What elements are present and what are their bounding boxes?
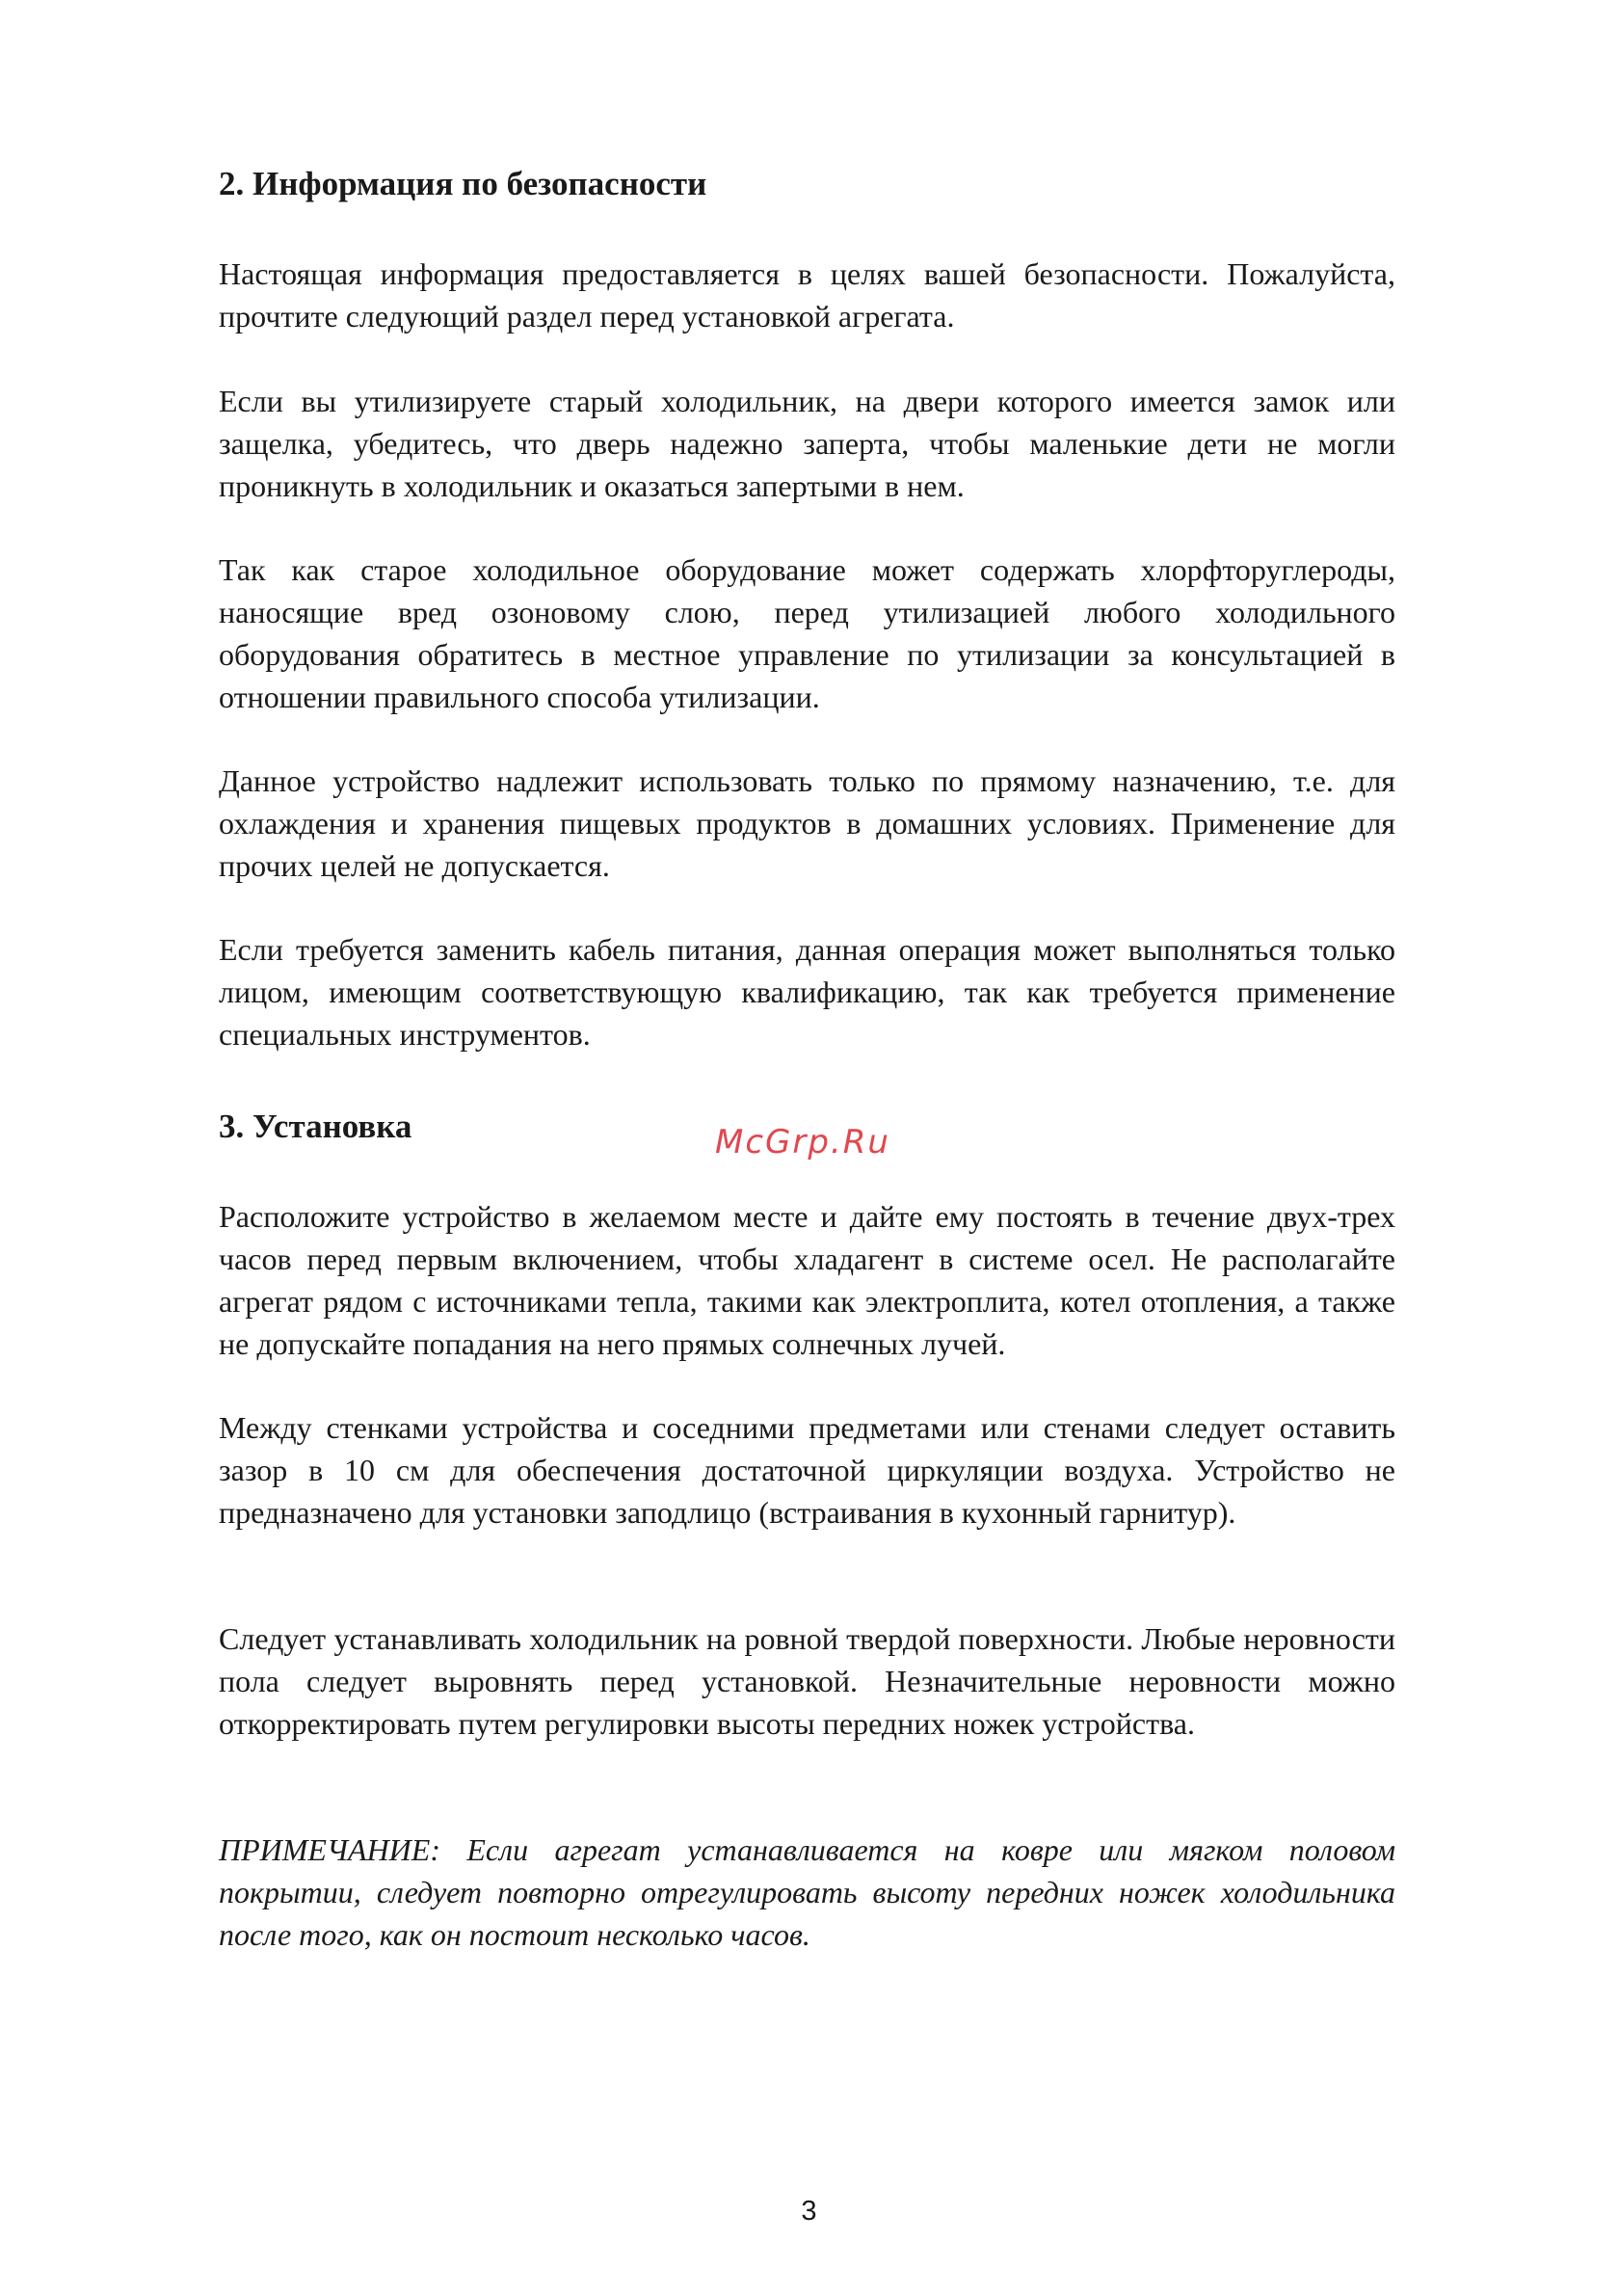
section-3-paragraph-1: Расположите устройство в желаемом месте и дайте ему постоять в течение двух-трех часов перед первым включением, чтобы хладагент в системе осел. Не располагайте агрегат рядом с источниками тепла, такими как электроплита, котел отопления, а также не допускайте попадания на него прямых солнечных лучей.	[219, 1199, 1395, 1361]
section-3-paragraph-2: Между стенками устройства и соседними предметами или стенами следует оставить зазор в 10 см для обеспечения достаточной циркуляции воздуха. Устройство не предназначено для установки заподлицо (встраивания в кухонный гарнитур).	[219, 1410, 1395, 1530]
section-2-paragraph-1: Настоящая информация предоставляется в целях вашей безопасности. Пожалуйста, прочтите следующий раздел перед установкой агрегата.	[219, 256, 1395, 334]
page-number: 3	[801, 2196, 817, 2227]
section-2-paragraph-2: Если вы утилизируете старый холодильник, на двери которого имеется замок или защелка, убедитесь, что дверь надежно заперта, чтобы маленькие дети не могли проникнуть в холодильник и оказаться запертыми в нем.	[219, 384, 1395, 503]
section-3-paragraph-3: Следует устанавливать холодильник на ровной твердой поверхности. Любые неровности пола следует выровнять перед установкой. Незначительные неровности можно откорректировать путем регулировки высоты передних ножек устройства.	[219, 1621, 1395, 1741]
section-2-heading: 2. Информация по безопасности	[219, 165, 707, 202]
section-3-heading: 3. Установка	[219, 1108, 412, 1145]
section-2-paragraph-4: Данное устройство надлежит использовать только по прямому назначению, т.е. для охлаждения и хранения пищевых продуктов в домашних условиях. Применение для прочих целей не допускается.	[219, 763, 1395, 883]
watermark: McGrp.Ru	[715, 1123, 890, 1161]
section-2-paragraph-5: Если требуется заменить кабель питания, данная операция может выполняться только лицом, имеющим соответствующую квалификацию, так как требуется применение специальных инструментов.	[219, 932, 1395, 1052]
section-2-paragraph-3: Так как старое холодильное оборудование может содержать хлорфторуглероды, наносящие вред озоновому слою, перед утилизацией любого холодильного оборудования обратитесь в местное управление по утилизации за консультацией в отношении правильного способа утилизации.	[219, 552, 1395, 714]
section-3-note: ПРИМЕЧАНИЕ: Если агрегат устанавливается на ковре или мягком половом покрытии, следует повторно отрегулировать высоту передних ножек холодильника после того, как он постоит несколько часов.	[219, 1832, 1395, 1952]
